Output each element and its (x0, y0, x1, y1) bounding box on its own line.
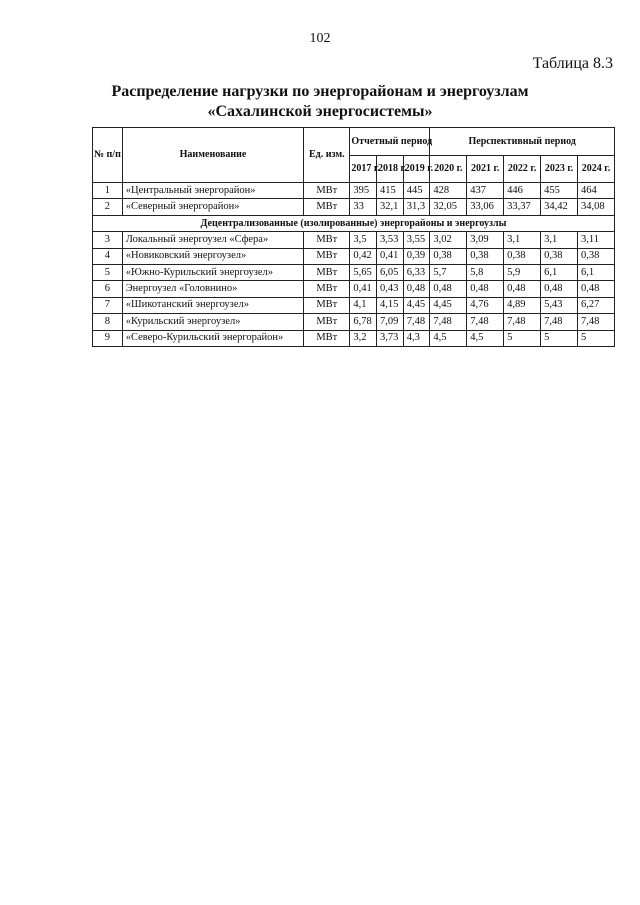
row-value-cell: 5,65 (350, 264, 377, 280)
load-distribution-table (92, 127, 615, 347)
row-value-cell: 3,73 (377, 330, 404, 346)
row-name-cell: «Северо-Курильский энергорайон» (122, 330, 304, 346)
row-value-cell: 4,1 (350, 297, 377, 313)
row-value-cell: 464 (577, 183, 614, 199)
row-value-cell: 0,38 (467, 248, 504, 264)
row-value-cell: 34,42 (541, 199, 578, 215)
section-row (93, 215, 615, 231)
row-number-cell: 7 (93, 297, 123, 313)
row-value-cell: 3,1 (541, 232, 578, 248)
row-number-cell: 8 (93, 314, 123, 330)
row-value-cell: 6,1 (541, 264, 578, 280)
row-value-cell: 3,5 (350, 232, 377, 248)
row-name-cell: «Южно-Курильский энергоузел» (122, 264, 304, 280)
row-value-cell: 395 (350, 183, 377, 199)
row-number-cell: 6 (93, 281, 123, 297)
row-value-cell: 0,48 (403, 281, 430, 297)
row-value-cell: 31,3 (403, 199, 430, 215)
row-unit-cell: МВт (304, 330, 350, 346)
row-value-cell: 6,05 (377, 264, 404, 280)
header-reported-period: Отчетный период (350, 128, 430, 156)
row-value-cell: 34,08 (577, 199, 614, 215)
row-value-cell: 3,11 (577, 232, 614, 248)
row-number-cell: 5 (93, 264, 123, 280)
title-line-1: Распределение нагрузки по энергорайонам и энергоузлам (111, 83, 529, 100)
row-name-cell: «Шикотанский энергоузел» (122, 297, 304, 313)
row-value-cell: 5 (577, 330, 614, 346)
table-body-bottom (93, 232, 615, 347)
header-name: Наименование (122, 128, 304, 183)
table-row (93, 314, 615, 330)
row-value-cell: 0,48 (541, 281, 578, 297)
row-value-cell: 6,78 (350, 314, 377, 330)
page-number: 102 (309, 31, 331, 46)
header-year: 2021 г. (467, 156, 504, 183)
table-title (0, 82, 640, 122)
row-unit-cell: МВт (304, 297, 350, 313)
row-name-cell: «Центральный энергорайон» (122, 183, 304, 199)
table-row (93, 248, 615, 264)
row-value-cell: 33,37 (504, 199, 541, 215)
row-value-cell: 0,48 (504, 281, 541, 297)
header-future-period: Перспективный период (430, 128, 615, 156)
header-unit: Ед. изм. (304, 128, 350, 183)
row-value-cell: 0,48 (467, 281, 504, 297)
row-value-cell: 3,09 (467, 232, 504, 248)
row-value-cell: 0,42 (350, 248, 377, 264)
row-value-cell: 7,48 (541, 314, 578, 330)
row-value-cell: 33 (350, 199, 377, 215)
row-value-cell: 0,41 (377, 248, 404, 264)
row-value-cell: 5 (504, 330, 541, 346)
header-year: 2018 г. (377, 156, 404, 183)
row-unit-cell: МВт (304, 281, 350, 297)
row-value-cell: 33,06 (467, 199, 504, 215)
row-value-cell: 4,15 (377, 297, 404, 313)
header-year: 2022 г. (504, 156, 541, 183)
header-year: 2017 г. (350, 156, 377, 183)
row-value-cell: 32,05 (430, 199, 467, 215)
row-unit-cell: МВт (304, 264, 350, 280)
table-row (93, 297, 615, 313)
row-value-cell: 5,43 (541, 297, 578, 313)
row-number-cell: 4 (93, 248, 123, 264)
row-name-cell: «Курильский энергоузел» (122, 314, 304, 330)
header-year: 2024 г. (577, 156, 614, 183)
row-value-cell: 0,39 (403, 248, 430, 264)
row-value-cell: 0,43 (377, 281, 404, 297)
section-title: Децентрализованные (изолированные) энергорайоны и энергоузлы (93, 215, 615, 231)
row-unit-cell: МВт (304, 199, 350, 215)
header-row-1 (93, 128, 615, 156)
row-value-cell: 3,55 (403, 232, 430, 248)
table-row (93, 281, 615, 297)
row-value-cell: 4,76 (467, 297, 504, 313)
row-value-cell: 3,2 (350, 330, 377, 346)
row-value-cell: 4,89 (504, 297, 541, 313)
row-value-cell: 3,1 (504, 232, 541, 248)
row-value-cell: 5,9 (504, 264, 541, 280)
table-row (93, 199, 615, 215)
title-line-2: «Сахалинской энергосистемы» (207, 103, 433, 120)
row-value-cell: 446 (504, 183, 541, 199)
row-value-cell: 4,45 (403, 297, 430, 313)
row-value-cell: 4,5 (467, 330, 504, 346)
row-value-cell: 7,48 (467, 314, 504, 330)
row-value-cell: 6,1 (577, 264, 614, 280)
row-value-cell: 4,3 (403, 330, 430, 346)
header-num: № п/п (93, 128, 123, 183)
row-number-cell: 9 (93, 330, 123, 346)
row-value-cell: 32,1 (377, 199, 404, 215)
row-value-cell: 0,48 (430, 281, 467, 297)
row-value-cell: 437 (467, 183, 504, 199)
row-value-cell: 0,38 (577, 248, 614, 264)
row-value-cell: 455 (541, 183, 578, 199)
row-value-cell: 0,38 (541, 248, 578, 264)
table-body-top (93, 183, 615, 216)
row-value-cell: 5 (541, 330, 578, 346)
row-value-cell: 3,53 (377, 232, 404, 248)
row-name-cell: «Северный энергорайон» (122, 199, 304, 215)
row-unit-cell: МВт (304, 232, 350, 248)
table-label: Таблица 8.3 (532, 55, 613, 72)
row-name-cell: Энергоузел «Головнино» (122, 281, 304, 297)
row-value-cell: 428 (430, 183, 467, 199)
row-value-cell: 5,8 (467, 264, 504, 280)
row-value-cell: 7,09 (377, 314, 404, 330)
table-section (93, 215, 615, 231)
row-value-cell: 6,33 (403, 264, 430, 280)
header-year: 2023 г. (541, 156, 578, 183)
row-value-cell: 0,48 (577, 281, 614, 297)
row-value-cell: 445 (403, 183, 430, 199)
row-number-cell: 1 (93, 183, 123, 199)
row-number-cell: 2 (93, 199, 123, 215)
row-unit-cell: МВт (304, 314, 350, 330)
row-value-cell: 0,38 (430, 248, 467, 264)
header-year: 2020 г. (430, 156, 467, 183)
row-value-cell: 3,02 (430, 232, 467, 248)
row-name-cell: Локальный энергоузел «Сфера» (122, 232, 304, 248)
table-row (93, 264, 615, 280)
table-row (93, 330, 615, 346)
row-name-cell: «Новиковский энергоузел» (122, 248, 304, 264)
row-value-cell: 6,27 (577, 297, 614, 313)
row-value-cell: 7,48 (504, 314, 541, 330)
table-row (93, 232, 615, 248)
row-value-cell: 7,48 (430, 314, 467, 330)
row-value-cell: 7,48 (577, 314, 614, 330)
row-unit-cell: МВт (304, 248, 350, 264)
header-year: 2019 г. (403, 156, 430, 183)
row-value-cell: 0,38 (504, 248, 541, 264)
row-unit-cell: МВт (304, 183, 350, 199)
row-value-cell: 7,48 (403, 314, 430, 330)
row-value-cell: 4,5 (430, 330, 467, 346)
table-row (93, 183, 615, 199)
row-value-cell: 415 (377, 183, 404, 199)
row-number-cell: 3 (93, 232, 123, 248)
row-value-cell: 0,41 (350, 281, 377, 297)
row-value-cell: 4,45 (430, 297, 467, 313)
row-value-cell: 5,7 (430, 264, 467, 280)
